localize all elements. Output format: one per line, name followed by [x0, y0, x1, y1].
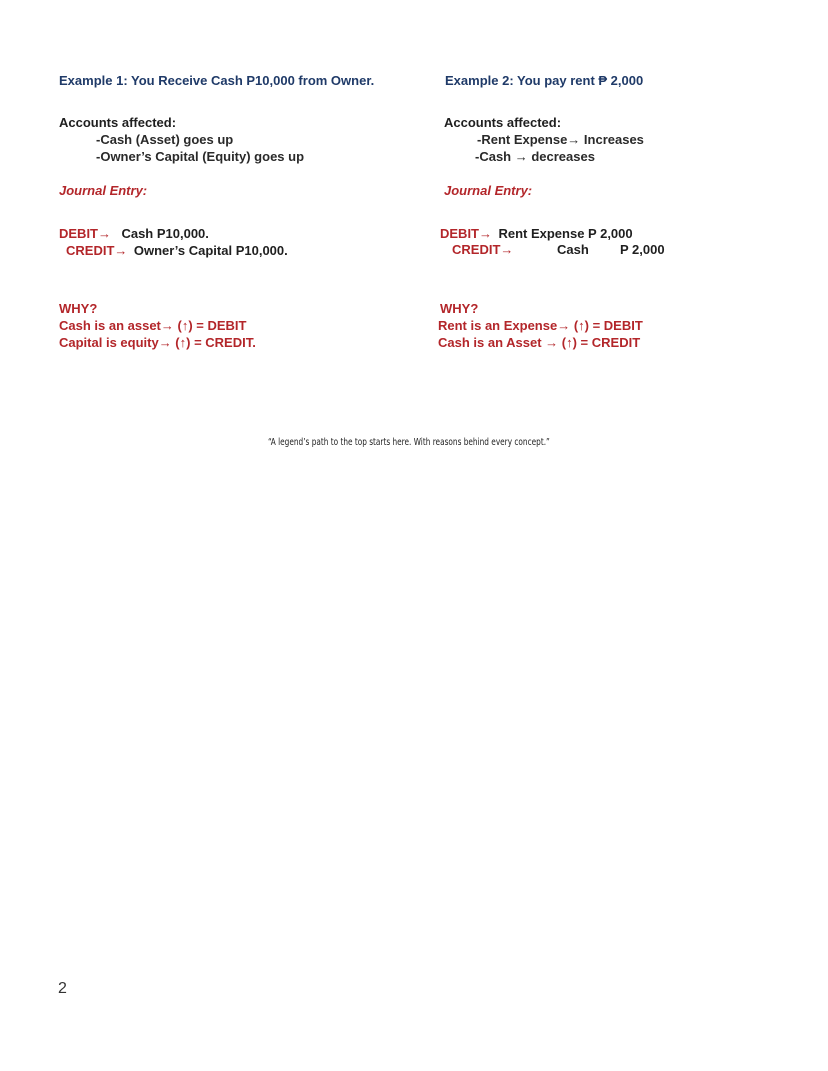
debit-text: Rent Expense P 2,000 — [498, 226, 633, 241]
example1-why-line: Capital is equity→ (↑) = CREDIT. — [59, 335, 256, 350]
example2-credit-amount: P 2,000 — [620, 242, 665, 257]
example1-account-item: -Owner’s Capital (Equity) goes up — [96, 149, 305, 164]
example2-journal-heading: Journal Entry: — [444, 183, 533, 198]
example1-debit-line — [59, 225, 209, 243]
credit-text: Owner’s Capital P10,000. — [133, 243, 288, 258]
motivational-quote: “A legend’s path to the top starts here. With reasons behind every concept.” — [268, 437, 550, 448]
example2-account-item: -Cash → decreases — [475, 149, 595, 164]
example2-why-line: Rent is an Expense→ (↑) = DEBIT — [438, 318, 643, 333]
example1-journal-heading: Journal Entry: — [59, 183, 148, 198]
example1-why-line: Cash is an asset→ (↑) = DEBIT — [59, 318, 247, 333]
credit-label: CREDIT→ — [66, 243, 128, 258]
example2-why-line: Cash is an Asset → (↑) = CREDIT — [438, 335, 641, 350]
example1-account-item: -Cash (Asset) goes up — [96, 132, 234, 147]
example2-debit-line — [440, 225, 633, 243]
debit-label: DEBIT→ — [440, 226, 492, 241]
debit-text: Cash P10,000. — [121, 226, 209, 241]
example2-credit-account: Cash — [557, 242, 589, 257]
example2-why-heading: WHY? — [440, 301, 479, 316]
example2-accounts-label: Accounts affected: — [444, 115, 562, 130]
example2-credit-label: CREDIT→ — [452, 242, 514, 257]
example1-accounts-label: Accounts affected: — [59, 115, 177, 130]
debit-label: DEBIT→ — [59, 226, 111, 241]
example1-why-heading: WHY? — [59, 301, 98, 316]
example2-title: Example 2: You pay rent ₱ 2,000 — [445, 73, 644, 88]
example1-title: Example 1: You Receive Cash P10,000 from Owner. — [59, 73, 375, 88]
page-number: 2 — [58, 980, 67, 997]
example1-credit-line — [66, 242, 288, 260]
example2-account-item: -Rent Expense→ Increases — [477, 132, 644, 147]
